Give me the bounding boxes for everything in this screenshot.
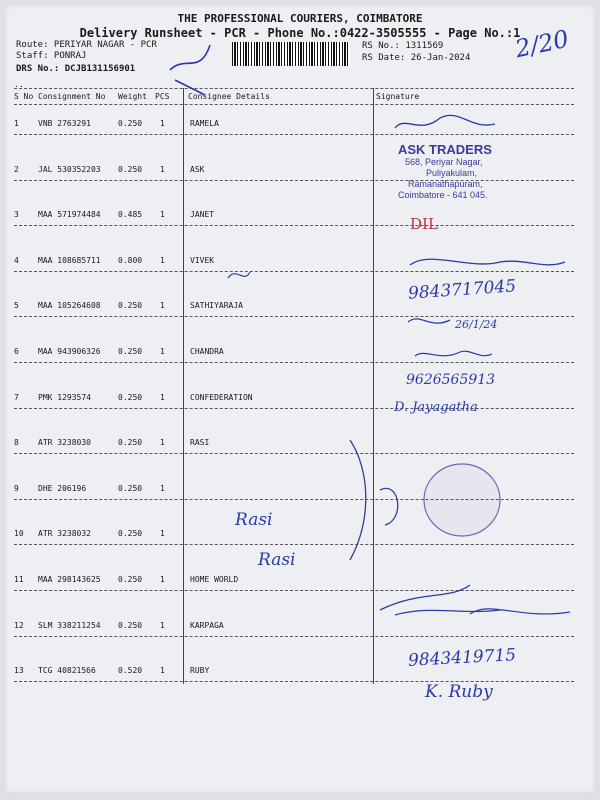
row-separator xyxy=(14,544,574,545)
row-sno: 1 xyxy=(14,119,19,128)
row-sno: 3 xyxy=(14,210,19,219)
row-consignment: ATR 3238032 xyxy=(38,529,91,538)
drs-number: DRS No.: DCJB131156901 xyxy=(16,64,136,74)
row-sno: 10 xyxy=(14,529,24,538)
row-consignment: MAA 105264608 xyxy=(38,301,101,310)
row-separator xyxy=(14,408,574,409)
stamp-name: ASK TRADERS xyxy=(398,142,492,157)
row-consignment: JAL 530352203 xyxy=(38,165,101,174)
col-signature: Signature xyxy=(376,92,420,101)
phone-handwritten-3: 9843419715 xyxy=(407,645,517,671)
row-weight: 0.250 xyxy=(118,393,143,402)
row-consignee: ASK xyxy=(190,165,205,174)
row-consignee: SATHIYARAJA xyxy=(190,301,243,310)
row-sno: 6 xyxy=(14,347,19,356)
signature-jayagatha: D. Jayagatha xyxy=(394,400,478,415)
row-sno: 9 xyxy=(14,484,19,493)
barcode xyxy=(232,42,350,66)
row-weight: 0.250 xyxy=(118,621,143,630)
row-separator xyxy=(14,362,574,363)
date-handwritten: 26/1/24 xyxy=(455,318,498,331)
row-weight: 0.250 xyxy=(118,575,143,584)
ruby-signature: K. Ruby xyxy=(425,682,493,702)
row-pcs: 1 xyxy=(160,484,165,493)
row-consignee: KARPAGA xyxy=(190,621,224,630)
row-pcs: 1 xyxy=(160,301,165,310)
row-sno: 5 xyxy=(14,301,19,310)
dl-mark: DIL xyxy=(410,215,438,233)
rs-date: RS Date: 26-Jan-2024 xyxy=(362,53,471,63)
rs-number: RS No.: 1311569 xyxy=(362,41,444,51)
stamp-line1: 568, Periyar Nagar, xyxy=(405,157,483,167)
row-sno: 8 xyxy=(14,438,19,447)
rasi-signature-2: Rasi xyxy=(258,550,296,570)
row-consignment: SLM 338211254 xyxy=(38,621,101,630)
row-consignment: ATR 3238030 xyxy=(38,438,91,447)
row-pcs: 1 xyxy=(160,438,165,447)
stamp-line4: Coimbatore - 641 045. xyxy=(398,190,488,200)
row-consignee: RAMELA xyxy=(190,119,219,128)
row-consignment: MAA 943906326 xyxy=(38,347,101,356)
row-separator xyxy=(14,316,574,317)
col-divider-consignee xyxy=(183,88,184,684)
row-separator xyxy=(14,499,574,500)
runsheet-subtitle: Delivery Runsheet - PCR - Phone No.:0422-3505555 - Page No.:1 xyxy=(79,26,521,40)
row-weight: 0.800 xyxy=(118,256,143,265)
row-consignment: TCG 40821566 xyxy=(38,666,96,675)
row-pcs: 1 xyxy=(160,256,165,265)
rasi-signature-1: Rasi xyxy=(235,510,273,530)
staff-label: Staff: PONRAJ xyxy=(16,51,87,61)
row-weight: 0.250 xyxy=(118,301,143,310)
row-consignee: RASI xyxy=(190,438,210,447)
page-note: 2/20 xyxy=(512,24,572,64)
stamp-line3: Ramanathapuram, xyxy=(408,179,483,189)
row-consignment: VNB 2763291 xyxy=(38,119,91,128)
row-sno: 2 xyxy=(14,165,19,174)
col-sno: S No xyxy=(14,92,34,101)
row-pcs: 1 xyxy=(160,347,165,356)
row-consignment: PMK 1293574 xyxy=(38,393,91,402)
col-consignee: Consignee Details xyxy=(188,92,270,101)
col-consignment: Consignment No xyxy=(38,92,106,101)
row-sno: 7 xyxy=(14,393,19,402)
row-pcs: 1 xyxy=(160,393,165,402)
row-pcs: 1 xyxy=(160,666,165,675)
row-consignment: DHE 206196 xyxy=(38,484,87,493)
row-sno: 12 xyxy=(14,621,24,630)
header-top-rule xyxy=(14,88,574,89)
row-weight: 0.250 xyxy=(118,438,143,447)
row-consignment: MAA 108685711 xyxy=(38,256,101,265)
row-pcs: 1 xyxy=(160,165,165,174)
row-consignment: MAA 571974484 xyxy=(38,210,101,219)
row-weight: 0.250 xyxy=(118,484,143,493)
col-weight: Weight xyxy=(118,92,147,101)
dots: .. xyxy=(14,80,24,89)
row-consignee: RUBY xyxy=(190,666,210,675)
row-sno: 4 xyxy=(14,256,19,265)
col-pcs: PCS xyxy=(155,92,170,101)
row-weight: 0.520 xyxy=(118,666,143,675)
row-consignee: JANET xyxy=(190,210,215,219)
row-consignee: VIVEK xyxy=(190,256,215,265)
col-divider-signature xyxy=(373,88,374,684)
phone-handwritten-1: 9843717045 xyxy=(407,276,517,304)
row-consignee: HOME WORLD xyxy=(190,575,239,584)
route-label: Route: PERIYAR NAGAR - PCR xyxy=(16,40,157,50)
row-consignee: CONFEDERATION xyxy=(190,393,253,402)
row-separator xyxy=(14,590,574,591)
row-weight: 0.250 xyxy=(118,529,143,538)
row-sno: 13 xyxy=(14,666,24,675)
header-bottom-rule xyxy=(14,104,574,105)
row-separator xyxy=(14,636,574,637)
row-separator xyxy=(14,180,574,181)
row-pcs: 1 xyxy=(160,529,165,538)
row-weight: 0.485 xyxy=(118,210,143,219)
company-title: THE PROFESSIONAL COURIERS, COIMBATORE xyxy=(177,12,423,25)
phone-handwritten-2: 9626565913 xyxy=(406,372,496,388)
row-weight: 0.250 xyxy=(118,165,143,174)
row-consignment: MAA 298143625 xyxy=(38,575,101,584)
row-consignee: CHANDRA xyxy=(190,347,224,356)
row-pcs: 1 xyxy=(160,119,165,128)
row-sno: 11 xyxy=(14,575,24,584)
row-weight: 0.250 xyxy=(118,347,143,356)
row-pcs: 1 xyxy=(160,621,165,630)
row-separator xyxy=(14,225,574,226)
row-separator xyxy=(14,453,574,454)
runsheet-page xyxy=(4,4,596,794)
row-pcs: 1 xyxy=(160,210,165,219)
row-weight: 0.250 xyxy=(118,119,143,128)
row-separator xyxy=(14,271,574,272)
row-separator xyxy=(14,134,574,135)
row-pcs: 1 xyxy=(160,575,165,584)
stamp-line2: Puliyakulam, xyxy=(426,168,478,178)
